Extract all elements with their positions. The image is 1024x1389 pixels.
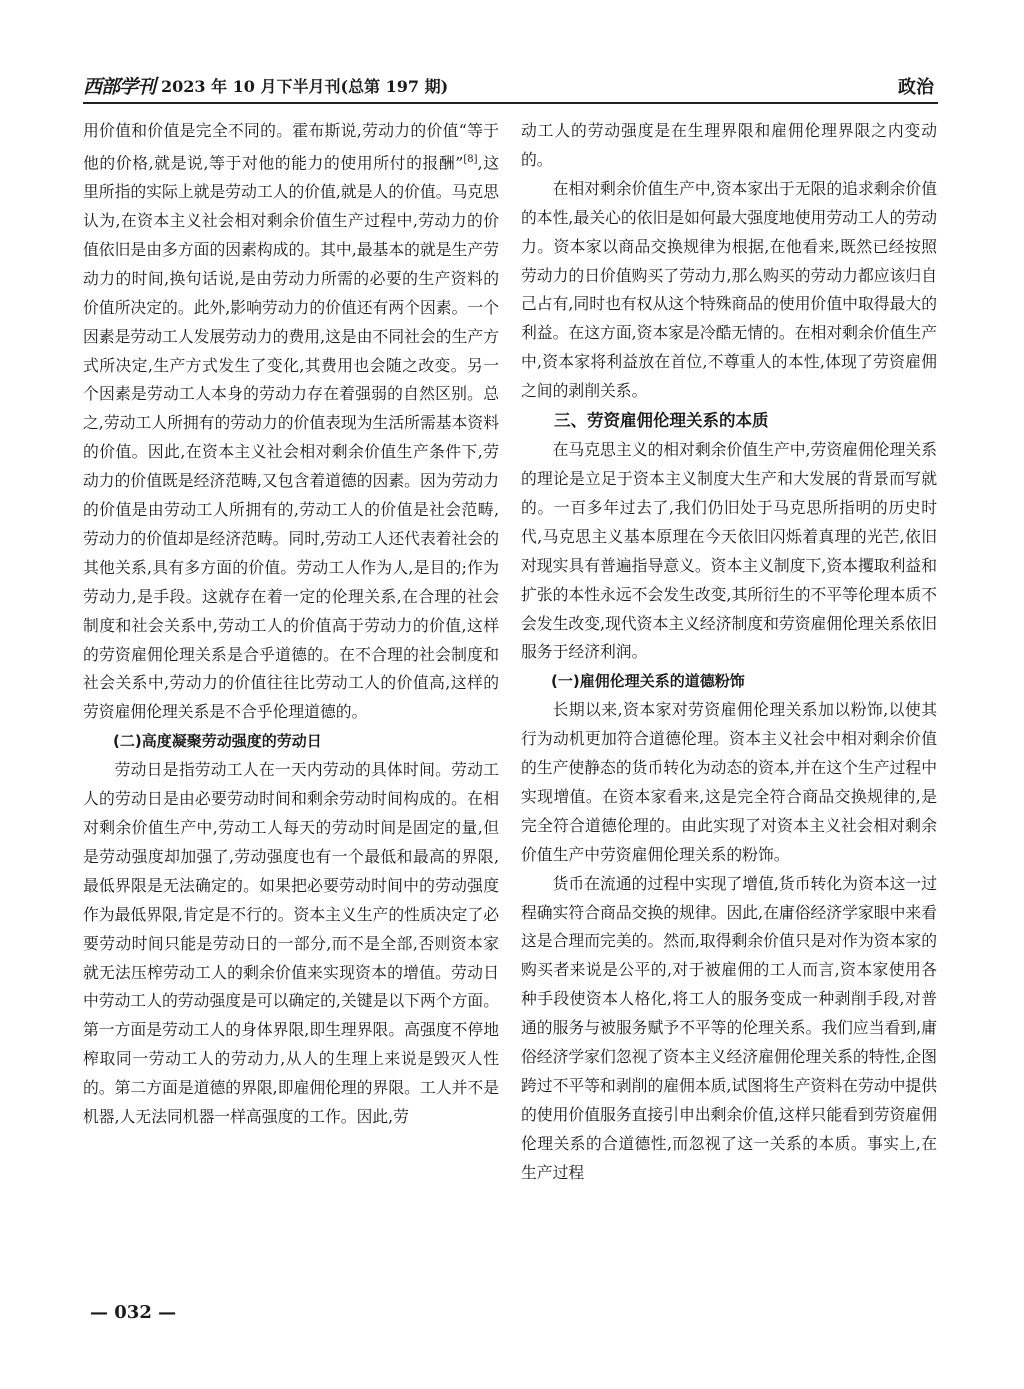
body-paragraph: 在相对剩余价值生产中,资本家出于无限的追求剩余价值的本性,最关心的依旧是如何最大强度地使用劳动工人的劳动力。资本家以商品交换规律为根据,在他看来,既然已经按照劳动力的日价值购买了劳动力,那么购买的劳动力都应该归自己占有,同时也有权从这个特殊商品的使用价值中取得最大的利益。在这方面,资本家是冷酷无情的。在相对剩余价值生产中,资本家将利益放在首位,不尊重人的本性,体现了劳资雇佣之间的剥削关系。 — [521, 178, 937, 401]
citation-ref: [8] — [463, 153, 478, 165]
body-paragraph: 货币在流通的过程中实现了增值,货币转化为资本这一过程确实符合商品交换的规律。因此,在庸俗经济学家眼中来看这是合理而完美的。然而,取得剩余价值只是对作为资本家的购买者来说是公平的,对于被雇佣的工人而言,资本家使用各种手段使资本人格化,将工人的服务变成一种剥削手段,对普通的服务与被服务赋予不平等的伦理关系。我们应当看到,庸俗经济学家们忽视了资本主义经济雇佣伦理关系的特性,企图跨过不平等和剥削的雇佣本质,试图将生产资料在劳动中提供的使用价值服务直接引申出剩余价值,这样只能看到劳资雇佣伦理关系的合道德性,而忽视了这一关系的本质。事实上,在生产过程 — [521, 873, 937, 1182]
body-paragraph: 劳动日是指劳动工人在一天内劳动的具体时间。劳动工人的劳动日是由必要劳动时间和剩余劳动时间构成的。在相对剩余价值生产中,劳动工人每天的劳动时间是固定的量,但是劳动强度却加强了,劳动强度也有一个最低和最高的界限,最低界限是无法确定的。如果把必要劳动时间中的劳动强度作为最低界限,肯定是不行的。资本主义生产的性质决定了必要劳动时间只能是劳动日的一部分,而不是全部,否则资本家就无法压榨劳动工人的剩余价值来实现资本的增值。劳动日中劳动工人的劳动强度是可以确定的,关键是以下两个方面。第一方面是劳动工人的身体界限,即生理界限。高强度不停地榨取同一劳动工人的劳动力,从人的生理上来说是毁灭人性的。第二方面是道德的界限,即雇佣伦理的界限。工人并不是机器,人无法同机器一样高强度的工作。因此,劳 — [83, 760, 499, 1127]
journal-logo: 西部学刊 — [83, 76, 156, 98]
body-paragraph: 用价值和价值是完全不同的。霍布斯说,劳动力的价值“等于他的价格,就是说,等于对他的能力的使用所付的报酬”[8],这里所指的实际上就是劳动工人的价值,就是人的价值。马克思认为,在资本主义社会相对剩余价值生产过程中,劳动力的价值依旧是由多方面的因素构成的。其中,最基本的就是生产劳动力的时间,换句话说,是由劳动力所需的必要的生产资料的价值所决定的。此外,影响劳动力的价值还有两个因素。一个因素是劳动工人发展劳动力的费用,这是由不同社会的生产方式所决定,生产方式发生了变化,其费用也会随之改变。另一个因素是劳动工人本身的劳动力存在着强弱的自然区别。总之,劳动工人所拥有的劳动力的价值表现为生活所需基本资料的价值。因此,在资本主义社会相对剩余价值生产条件下,劳动力的价值既是经济范畴,又包含着道德的因素。因为劳动力的价值是由劳动工人所拥有的,劳动工人的价值是社会范畴,劳动力的价值却是经济范畴。同时,劳动工人还代表着社会的其他关系,具有多方面的价值。劳动工人作为人,是目的;作为劳动力,是手段。这就存在着一定的伦理关系,在合理的社会制度和社会关系中,劳动工人的价值高于劳动力的价值,这样的劳资雇佣伦理关系是合乎道德的。在不合理的社会制度和社会关系中,劳动力的价值往往比劳动工人的价值高,这样的劳资雇佣伦理关系是不合乎伦理道德的。 — [83, 121, 499, 722]
subsection-heading: (一)雇佣伦理关系的道德粉饰 — [551, 672, 745, 691]
subsection-heading: (二)高度凝聚劳动强度的劳动日 — [113, 732, 322, 751]
section-name: 政治 — [898, 77, 934, 98]
body-paragraph: 在马克思主义的相对剩余价值生产中,劳资雇佣伦理关系的理论是立足于资本主义制度大生产和大发展的背景而写就的。一百多年过去了,我们仍旧处于马克思所指明的历史时代,马克思主义基本原理在今天依旧闪烁着真理的光芒,依旧对现实具有普遍指导意义。资本主义制度下,资本攫取利益和扩张的本性永远不会发生改变,其所衍生的不平等伦理本质不会发生改变,现代资本主义经济制度和劳资雇佣伦理关系依旧服务于经济利润。 — [521, 440, 937, 662]
section-heading: 三、劳资雇佣伦理关系的本质 — [554, 411, 769, 431]
body-paragraph: 动工人的劳动强度是在生理界限和雇佣伦理界限之内变动的。 — [521, 121, 937, 169]
right-column — [521, 117, 937, 1297]
page-number: — 032 — — [90, 1302, 177, 1323]
running-header — [83, 70, 938, 104]
left-column — [83, 117, 499, 1297]
body-paragraph: 长期以来,资本家对劳资雇佣伦理关系加以粉饰,以使其行为动机更加符合道德伦理。资本主义社会中相对剩余价值的生产使静态的货币转化为动态的资本,并在这个生产过程中实现增值。在资本家看来,这是完全符合商品交换规律的,是完全符合道德伦理的。由此实现了对资本主义社会相对剩余价值生产中劳资雇佣伦理关系的粉饰。 — [521, 700, 937, 864]
issue-info: 2023 年 10 月下半月刊(总第 197 期) — [161, 77, 449, 96]
